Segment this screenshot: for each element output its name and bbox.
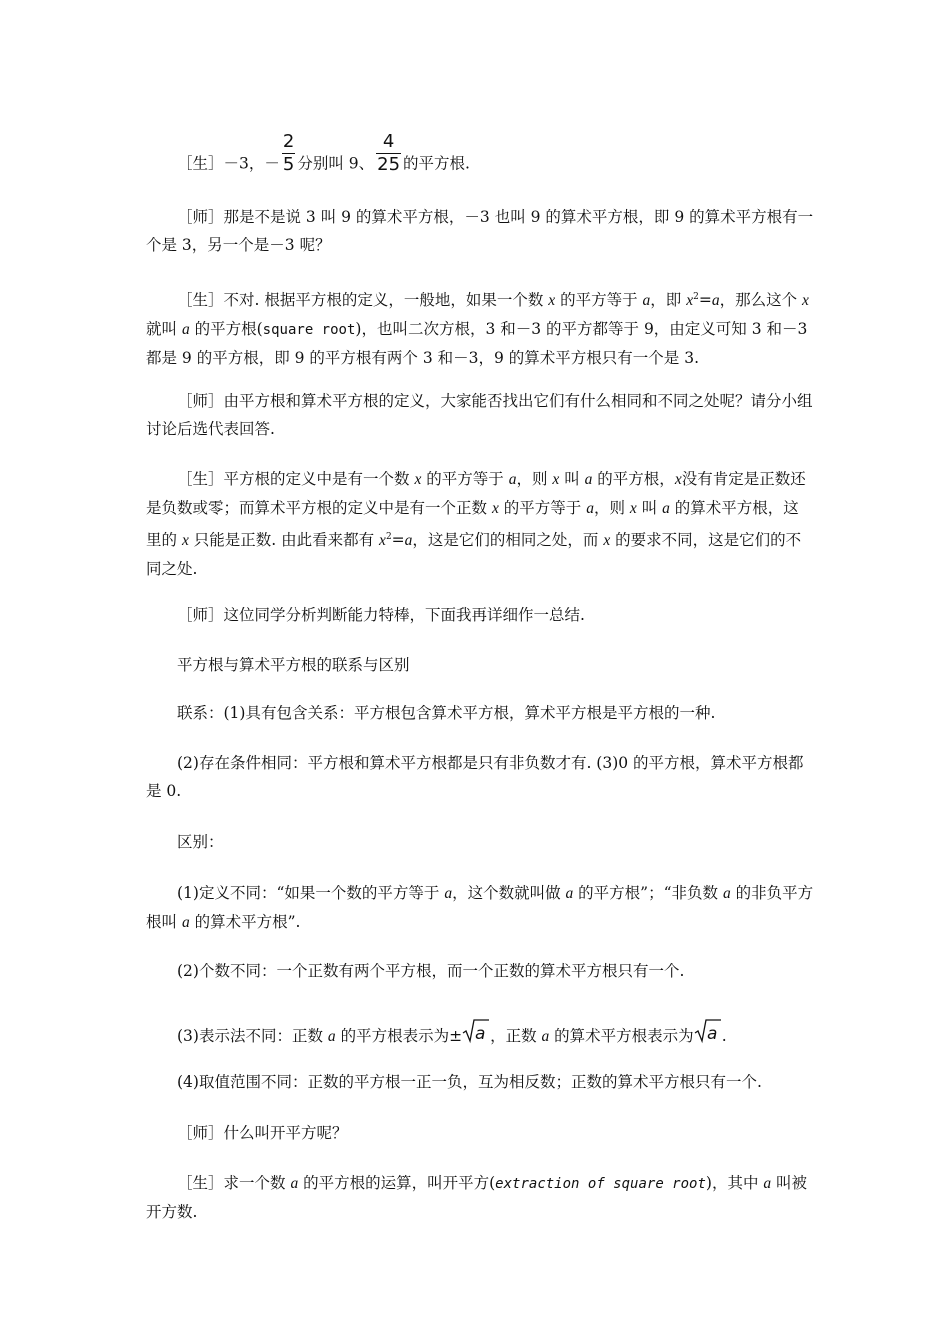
- paragraph-difference-2: (2)个数不同：一个正数有两个平方根，而一个正数的算术平方根只有一个.: [177, 962, 685, 980]
- paragraph-2: ［师］那是不是说 3 叫 9 的算术平方根，－3 也叫 9 的算术平方根，即 9 的算术平方根有一个是 3，另一个是－3 呢？: [146, 208, 814, 254]
- sqrt-a-symbol: [462, 1018, 490, 1053]
- paragraph-5: ［生］平方根的定义中是有一个数 x 的平方等于 a，则 x 叫 a 的平方根，x没有肯定是正数还是负数或零；而算术平方根的定义中是有一个正数 x 的平方等于 a，则 x 叫 a 的算术平方根，这里的 x 只能是正数. 由此看来都有 $x^2=a$，这是它们的相同之处，而 x 的要求不同，这是它们的不同之处.: [146, 470, 806, 578]
- sqrt-a-symbol: [694, 1018, 722, 1053]
- paragraph-15: ［师］什么叫开平方呢？: [177, 1124, 348, 1142]
- section-heading: 平方根与算术平方根的联系与区别: [177, 656, 410, 674]
- paragraph-difference-label: 区别：: [177, 833, 224, 851]
- paragraph-connection-2: (2)存在条件相同：平方根和算术平方根都是只有非负数才有. (3)0 的平方根，算术平方根都是 0.: [146, 754, 804, 800]
- paragraph-4: ［师］由平方根和算术平方根的定义，大家能否找出它们有什么相同和不同之处呢？请分小组讨论后选代表回答.: [146, 392, 813, 438]
- paragraph-difference-3: (3)表示法不同：正数 a 的平方根表示为± a ，正数 a 的算术平方根表示为 a .: [177, 1018, 727, 1053]
- paragraph-16: ［生］求一个数 a 的平方根的运算，叫开平方(extraction of square root)，其中 a 叫被开方数.: [146, 1174, 808, 1221]
- svg-text:a: a: [706, 1024, 718, 1044]
- paragraph-connection-1: 联系：(1)具有包含关系：平方根包含算术平方根，算术平方根是平方根的一种.: [177, 704, 716, 722]
- paragraph-6: ［师］这位同学分析判断能力特棒，下面我再详细作一总结.: [177, 606, 585, 624]
- fraction-four-25: $\frac{4}{25}$: [377, 131, 401, 175]
- paragraph-1: ［生］－3，－ $\frac{2}{5}$ 分别叫 9、 $\frac{4}{25}$ 的平方根.: [177, 131, 470, 175]
- paragraph-difference-1: (1)定义不同：“如果一个数的平方等于 a，这个数就叫做 a 的平方根”；“非负数 a 的非负平方根叫 a 的算术平方根”.: [146, 884, 814, 931]
- paragraph-3: ［生］不对. 根据平方根的定义，一般地，如果一个数 x 的平方等于 a，即 $x^2=a$，那么这个 x 就叫 a 的平方根(square root)，也叫二次方根，3 和－3 的平方都等于 9，由定义可知 3 和－3 都是 9 的平方根，即 9 的平方根有两个 3 和－3，9 的算术平方根只有一个是 3.: [146, 291, 809, 367]
- fraction-two-fifths: $\frac{2}{5}$: [282, 131, 295, 175]
- paragraph-difference-4: (4)取值范围不同：正数的平方根一正一负，互为相反数；正数的算术平方根只有一个.: [177, 1073, 762, 1091]
- svg-text:a: a: [475, 1024, 486, 1044]
